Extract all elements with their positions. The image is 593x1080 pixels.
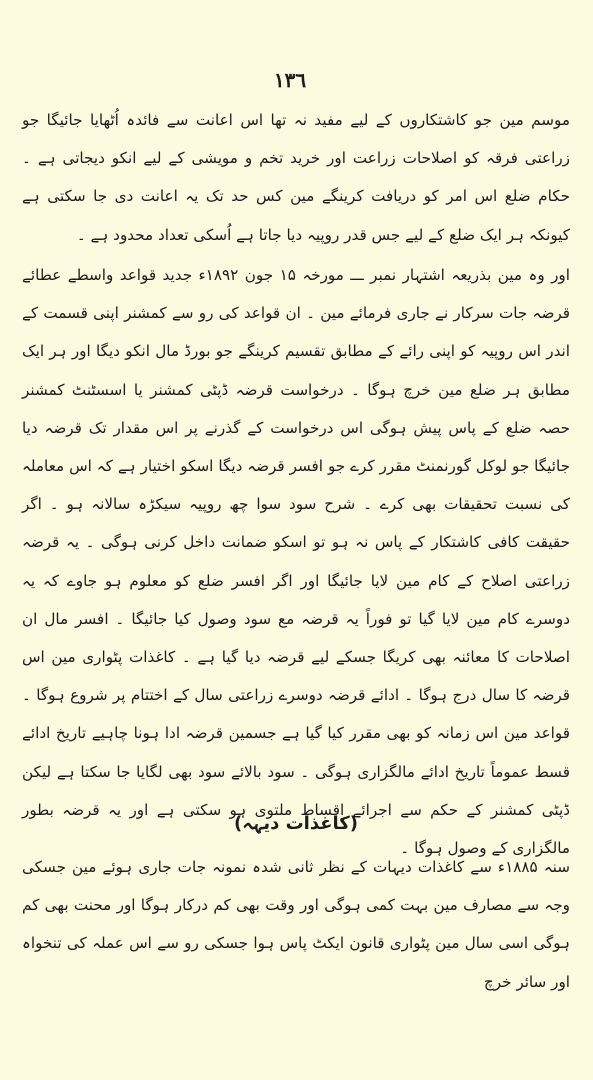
paragraph-1: موسم مین جو کاشتکاروں کے لیے مفید نہ تھا اس اعانت سے فائدہ اُٹھایا جائیگا جو زراعتی فرقہ کو اصلاحات زراعت اور خرید تخم و مویشی کے لیے انکو دیجاتی ہے ۔ حکام ضلع اس امر کو دریافت کرینگے مین کس حد تک یہ اعانت دی جا سکتی ہے کیونکہ ہر ایک ضلع کے لیے جس قدر روپیہ دیا جاتا ہے اُسکی تعداد محدود ہے ۔ [22,111,570,244]
paragraph-3: سنہ ۱۸۸۵ء سے کاغذات دیہات کے نظر ثانی شدہ نمونہ جات جاری ہوئے مین جسکی وجہ سے مصارف مین بہت کمی ہوگی اور وقت بھی کم درکار ہوگا اور محنت بھی کم ہوگی اسی سال مین پٹواری قانون ایکٹ پاس ہوا جسکی رو سے اس عملہ کی تنخواہ اور سائر خرچ [22,858,570,991]
section-heading: (کاغذات دیہہ) [234,813,358,834]
paragraph-2: اور وہ مین بذریعہ اشتہار نمبر ـــ مورخہ ۱۵ جون ۱۸۹۲ء جدید قواعد واسطے عطائے قرضہ جات سرکار نے جاری فرمائے مین ۔ ان قواعد کی رو سے کمشنر اپنی قسمت کے اندر اس روپیہ کو اپنی رائے کے مطابق تقسیم کرینگے جو بورڈ مال انکو دیگا اور ہر ایک مطابق ہر ضلع مین خرچ ہوگا ۔ درخواست قرضہ ڈپٹی کمشنر یا اسسٹنٹ کمشنر حصہ ضلع کے پاس پیش ہوگی اس درخواست کے گذرنے پر اس مقدار تک قرضہ دیا جائیگا جو لوکل گورنمنٹ مقرر کرے جو افسر قرضہ دیگا اسکو اختیار ہے کہ اس معاملہ کی نسبت تحقیقات بھی کرے ۔ شرح سود سوا چھ روپیہ سیکڑہ سالانہ ہو ۔ اگر حقیقت کافی کاشتکار کے پاس نہ ہو تو اسکو ضمانت داخل کرنی ہوگی ۔ یہ قرضہ زراعتی اصلاح کے کام مین لایا جائیگا اور اگر افسر ضلع کو معلوم ہو جاوے کہ یہ دوسرے کام مین لایا گیا تو فوراً یہ قرضہ مع سود وصول کیا جائیگا ۔ افسر مال ان اصلاحات کا معائنہ بھی کریگا جسکے لیے قرضہ دیا گیا ہے ۔ کاغذات پٹواری مین اس قرضہ کا سال درج ہوگا ۔ ادائے قرضہ دوسرے زراعتی سال کے اختتام پر شروع ہوگا ۔ قواعد مین اس زمانہ کو بھی مقرر کیا گیا ہے جسمین قرضہ ادا ہونا چاہیے تاریخ ادائے قسط عموماً تاریخ ادائے مالگزاری ہوگی ۔ سود بالائے سود بھی لگایا جا سکتا ہے لیکن ڈپٹی کمشنر کے حکم سے اجرائے اقساط ملتوی ہو سکتی ہے اور یہ قرضہ بطور مالگزاری کے وصول ہوگا ۔ [22,266,570,858]
page-number: ١٣٦ [273,68,307,92]
